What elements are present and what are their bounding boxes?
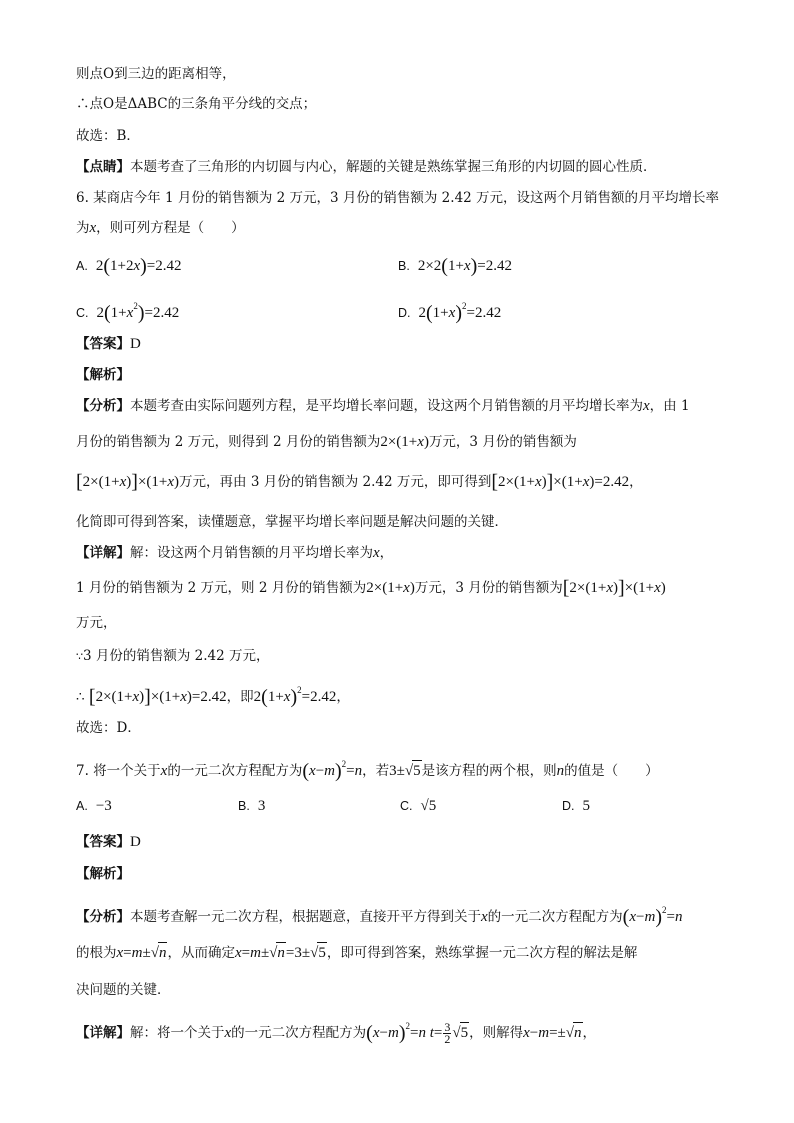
xiangjie-6-line-2 [76, 578, 666, 598]
q6-prefix: 为 [76, 220, 90, 236]
xiangjie-6-text-5: ，即 [226, 689, 254, 705]
fenxi-6-line-1 [76, 396, 690, 416]
formula-month3: [2×(1+x)]×(1+x) [76, 471, 180, 493]
fenxi-7-text-2a: 的根为 [76, 945, 117, 961]
option-a-formula: 2(1+2x)=2.42 [95, 255, 182, 277]
var-x: x [481, 909, 488, 925]
fenxi-6-line-4 [76, 512, 508, 532]
xiangjie-tag: 【详解】 [76, 1025, 130, 1041]
answer-tag: 【答案】 [76, 336, 130, 352]
fenxi-6-text-4: 化简即可得到答案，读懂题意，掌握平均增长率问题是解决问题的关键． [76, 514, 508, 530]
formula-root: x=m±√n [117, 945, 168, 961]
formula-3-pm-sqrt5: 3±√5 [389, 763, 421, 779]
var-n: n [556, 763, 565, 779]
question-6-line-1 [76, 188, 719, 208]
q6-suffix: ，则可列方程是（ ） [96, 220, 245, 236]
fenxi-6-text-3a: 万元，再由 3 月份的销售额为 2.42 万元，即可得到 [179, 474, 492, 490]
xiangjie-6-text-6: 故选：D． [76, 720, 141, 736]
option-label-a: A. [76, 259, 88, 273]
q6-option-a [76, 256, 182, 276]
xiangjie-6-text-2b: 万元，3 月份的销售额为 [414, 580, 563, 596]
var-x: x [160, 763, 168, 779]
xiangjie-7-text-c: ，则解得 [469, 1025, 524, 1041]
fenxi-7-text-3: 决问题的关键． [76, 982, 171, 998]
fenxi-7-line-2 [76, 942, 637, 963]
formula-x-minus-m-sq: $(x-m)^2=n$ [622, 905, 683, 928]
option-label-c: C. [400, 799, 413, 813]
formula-x-minus-m-sq: $(x-m)^2=n$ [302, 759, 363, 782]
question-6-stem: 6. 某商店今年 1 月份的销售额为 2 万元，3 月份的销售额为 2.42 万元，设这两个月销售额的月平均增长率 [76, 190, 720, 206]
var-x: x [89, 220, 97, 236]
text-line-1 [76, 64, 236, 84]
q6-option-b [398, 256, 512, 276]
option-b-value: 3 [257, 798, 266, 814]
option-b-formula: 2×2(1+x)=2.42 [417, 255, 512, 277]
fenxi-7-line-3 [76, 980, 171, 1000]
line-3-text: 故选：B． [76, 128, 140, 144]
question-7-line-1 [76, 754, 659, 781]
jiexi-6-line [76, 365, 130, 385]
xiangjie-7-text-end: ， [582, 1025, 597, 1041]
fenxi-7-text-2c: ，即可得到答案，熟练掌握一元二次方程的解法是解 [326, 945, 638, 961]
q6-option-c [76, 296, 179, 323]
xiangjie-6-line-1 [76, 543, 393, 563]
xiangjie-6-text-2a: 1 月份的销售额为 2 万元，则 2 月份的销售额为 [76, 580, 367, 596]
q6-option-d [398, 296, 501, 323]
therefore-symbol: ∴ [76, 689, 89, 705]
formula-equation: [2×(1+x)]×(1+x)=2.42 [88, 686, 227, 708]
xiangjie-7-text-b: 的一元二次方程配方为 [231, 1025, 367, 1041]
q7-text-b: 的一元二次方程配方为 [167, 763, 303, 779]
option-label-c: C. [76, 306, 89, 320]
dianjing-line [76, 157, 657, 177]
text-line-2 [76, 94, 316, 114]
q7-option-c [400, 796, 436, 816]
answer-6-line [76, 334, 141, 354]
fenxi-7-text-2b: ，从而确定 [167, 945, 235, 961]
formula-root-eq: x=m±√n=3±√5 [235, 945, 327, 961]
jiexi-tag: 【解析】 [76, 866, 130, 882]
fenxi-tag: 【分析】 [76, 398, 130, 414]
dianjing-text: 本题考查了三角形的内切圆与内心，解题的关键是熟练掌握三角形的内切圆的圆心性质． [130, 159, 657, 175]
option-d-value: 5 [582, 798, 590, 814]
fenxi-6-text-1b: ，由 1 [649, 398, 690, 414]
fenxi-7-line-1 [76, 900, 682, 927]
q7-text-a: 7. 将一个关于 [76, 763, 161, 779]
answer-value: D [130, 336, 141, 352]
option-label-d: D. [562, 799, 575, 813]
xiangjie-6-line-4 [76, 646, 270, 667]
line-2-text: ∴点O是ΔABC的三条角平分线的交点； [76, 96, 317, 112]
jiexi-tag: 【解析】 [76, 367, 130, 383]
formula-month3: [2×(1+x)]×(1+x) [562, 577, 666, 599]
option-c-value: √5 [420, 798, 437, 814]
q7-option-b [238, 796, 265, 816]
option-label-d: D. [398, 306, 411, 320]
var-x: x [643, 398, 650, 414]
option-c-formula: $2(1+x^2)=2.42$ [96, 301, 180, 324]
fenxi-7-text-1a: 本题考查解一元二次方程，根据题意，直接开平方得到关于 [130, 909, 481, 925]
formula-x-minus-m: x−m=±√n [523, 1025, 582, 1041]
var-x: x [224, 1025, 232, 1041]
fenxi-7-text-1b: 的一元二次方程配方为 [487, 909, 623, 925]
answer-value: D [130, 834, 141, 850]
xiangjie-6-text-1b: ， [379, 545, 394, 561]
formula-2-1-plus-x: 2×(1+x) [380, 434, 429, 450]
xiangjie-tag: 【详解】 [76, 545, 130, 561]
question-6-line-2 [76, 218, 245, 238]
option-d-formula: $2(1+x)^2=2.42$ [418, 301, 502, 324]
fenxi-6-line-3: [2×(1+x)]×(1+x)万元，再由 3 月份的销售额为 2.42 万元，即可得到[2×(1+x)]×(1+x)=2.42， [76, 471, 643, 493]
xiangjie-7-line-1 [76, 1016, 596, 1045]
answer-7-line [76, 832, 141, 852]
line-1-text: 则点O到三边的距离相等， [76, 66, 236, 82]
fenxi-6-line-2 [76, 432, 577, 452]
answer-tag: 【答案】 [76, 834, 130, 850]
xiangjie-6-line-6 [76, 718, 141, 738]
xiangjie-6-text-1: 解：设这两个月销售额的月平均增长率为 [130, 545, 373, 561]
formula-2-1-plus-x: 2×(1+x) [366, 580, 415, 596]
xiangjie-6-line-5: ∴ [2×(1+x)]×(1+x)=2.42，即$2(1+x)^2=2.42$， [76, 685, 350, 708]
fenxi-6-text-2a: 月份的销售额为 2 万元，则得到 2 月份的销售额为 [76, 434, 381, 450]
dianjing-tag: 【点睛】 [76, 159, 130, 175]
xiangjie-6-line-3 [76, 613, 117, 633]
jiexi-7-line [76, 864, 130, 884]
because-symbol: ∵ [76, 650, 83, 663]
q7-text-c: ，若 [362, 763, 390, 779]
option-a-value: −3 [95, 798, 112, 814]
xiangjie-6-text-4: 3 月份的销售额为 2.42 万元， [83, 648, 270, 664]
xiangjie-7-text-a: 解：将一个关于 [130, 1025, 225, 1041]
q7-text-e: 的值是（ ） [564, 763, 659, 779]
text-line-3 [76, 126, 140, 146]
q7-option-d [562, 796, 590, 816]
xiangjie-6-text-3: 万元， [76, 615, 117, 631]
fenxi-6-text-1: 本题考查由实际问题列方程，是平均增长率问题，设这两个月销售额的月平均增长率为 [130, 398, 643, 414]
formula-final: $2(1+x)^2=2.42$ [253, 685, 337, 708]
option-label-b: B. [398, 259, 410, 273]
q7-text-d: 是该方程的两个根，则 [421, 763, 557, 779]
fenxi-6-text-2b: 万元，3 月份的销售额为 [428, 434, 577, 450]
fenxi-tag: 【分析】 [76, 909, 130, 925]
option-label-a: A. [76, 799, 88, 813]
var-x: x [373, 545, 380, 561]
formula-equation: [2×(1+x)]×(1+x)=2.42 [491, 471, 630, 493]
formula-x-minus-m-sq-t: $(x-m)^2=n$ t= $\frac{3}{2}$ √5 [366, 1020, 469, 1047]
q7-option-a [76, 796, 112, 816]
option-label-b: B. [238, 799, 250, 813]
